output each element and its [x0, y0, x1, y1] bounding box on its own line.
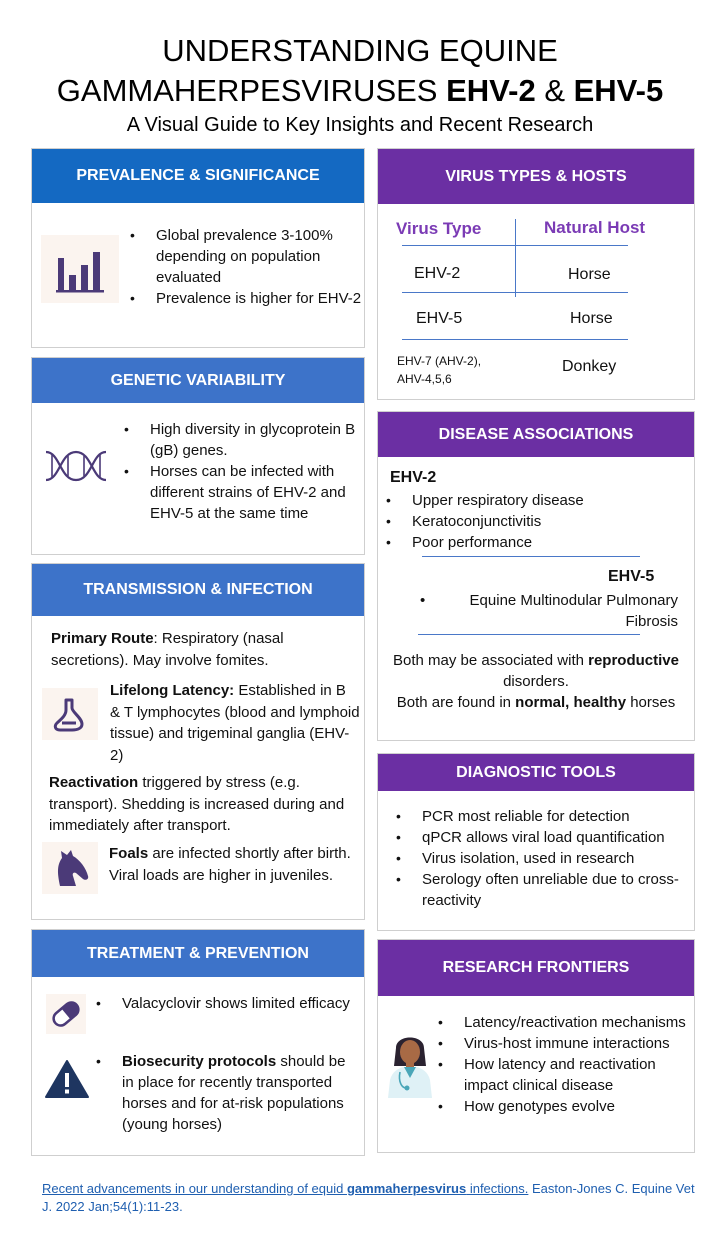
both-text-1c: disorders. [503, 673, 569, 690]
reference-link-bold: gammaherpesvirus [346, 1181, 467, 1196]
pill-icon [46, 994, 86, 1034]
table-divider [402, 339, 628, 340]
section-divider [422, 556, 640, 557]
list-item: • How genotypes evolve [436, 1096, 692, 1117]
list-item: • Global prevalence 3-100% depending on population evaluated [128, 225, 368, 288]
both-text-1a: Both may be associated with [393, 652, 589, 669]
title-ehv2: EHV-2 [446, 73, 536, 108]
primary-route-body: : Respiratory (nasal secretions). May involve fomites. [51, 630, 284, 669]
research-list [436, 1012, 692, 1117]
disease-panel [377, 411, 695, 741]
bullet-dot: • [420, 592, 426, 609]
reference-citation: Easton-Jones C. Equine Vet J. 2022 Jan;54(1):11-23. [42, 1181, 695, 1214]
both-text-2a: Both are found in [396, 694, 516, 711]
foals-body: are infected shortly after birth. Viral loads are higher in juveniles. [109, 845, 351, 884]
ehv5-title: EHV-5 [608, 568, 655, 585]
host-cell: Horse [568, 266, 611, 283]
list-item: • Upper respiratory disease [384, 490, 684, 511]
reference-link-text: Recent advancements in our understanding of equid [42, 1181, 347, 1196]
lung-icon [42, 688, 98, 740]
genetic-list [122, 419, 362, 524]
both-text-2b: normal, healthy [515, 694, 627, 711]
research-panel [377, 939, 695, 1153]
prevalence-header: PREVALENCE & SIGNIFICANCE [32, 149, 364, 203]
list-item: • Latency/reactivation mechanisms [436, 1012, 692, 1033]
list-item: • How latency and reactivation impact clinical disease [436, 1054, 692, 1096]
list-item: • qPCR allows viral load quantification [394, 827, 690, 848]
genetic-panel [31, 357, 365, 555]
virus-type-cell: EHV-2 [414, 265, 461, 282]
diagnostic-panel [377, 753, 695, 931]
latency-body: Established in B & T lymphocytes (blood and lymphoid tissue) and trigeminal ganglia (EHV-2) [110, 682, 360, 764]
transmission-panel [31, 563, 365, 920]
dna-icon [44, 448, 108, 489]
primary-route-label: Primary Route [51, 630, 154, 647]
foals-text [109, 843, 354, 886]
table-divider [402, 292, 628, 293]
bar-chart-icon [41, 235, 119, 303]
title-amp: & [535, 73, 574, 108]
page-subtitle: A Visual Guide to Key Insights and Recent Research [126, 114, 594, 136]
list-item: • Poor performance [384, 532, 684, 553]
list-item: • Prevalence is higher for EHV-2 [128, 288, 368, 309]
virus-types-header: VIRUS TYPES & HOSTS [378, 149, 694, 204]
latency-label: Lifelong Latency: [110, 682, 235, 699]
reference [42, 1180, 702, 1216]
latency-text [110, 680, 360, 766]
warning-icon [44, 1058, 90, 1105]
horse-head-icon [42, 842, 98, 894]
list-item: • PCR most reliable for detection [394, 806, 690, 827]
disease-header: DISEASE ASSOCIATIONS [378, 412, 694, 457]
host-cell: Donkey [562, 358, 617, 375]
both-text [388, 650, 684, 713]
virus-type-cell: EHV-5 [416, 310, 463, 327]
foals-label: Foals [109, 845, 149, 862]
page-title-line-1: UNDERSTANDING EQUINE [162, 33, 558, 68]
genetic-header: GENETIC VARIABILITY [32, 358, 364, 403]
research-header: RESEARCH FRONTIERS [378, 940, 694, 996]
both-text-1b: reproductive [588, 652, 679, 669]
table-divider [402, 245, 628, 246]
host-cell: Horse [570, 310, 613, 327]
reactivation-label: Reactivation [49, 774, 139, 791]
treatment-list-2 [94, 1051, 358, 1135]
list-item: • Valacyclovir shows limited efficacy [94, 993, 354, 1014]
diagnostic-header: DIAGNOSTIC TOOLS [378, 754, 694, 791]
virus-types-panel [377, 148, 695, 400]
prevalence-list [128, 225, 368, 309]
both-text-2c: horses [626, 694, 676, 711]
list-item: • Horses can be infected with different strains of EHV-2 and EHV-5 at the same time [122, 461, 362, 524]
virus-type-cell: EHV-7 (AHV-2), AHV-4,5,6 [397, 354, 482, 386]
list-item: • Serology often unreliable due to cross-reactivity [394, 869, 690, 911]
primary-route-text [51, 628, 351, 671]
list-item [94, 1051, 358, 1135]
treatment-panel [31, 929, 365, 1156]
treatment-header: TREATMENT & PREVENTION [32, 930, 364, 977]
biosecurity-label: Biosecurity protocols [122, 1053, 277, 1070]
list-item: • Virus isolation, used in research [394, 848, 690, 869]
col-header-virus-type: Virus Type [396, 219, 482, 238]
reactivation-text [49, 772, 359, 837]
ehv5-list-item [414, 590, 678, 632]
reference-link[interactable] [42, 1181, 528, 1196]
table-divider-vertical [515, 219, 516, 297]
prevalence-panel [31, 148, 365, 348]
ehv5-bullet-text: Equine Multinodular Pulmonary Fibrosis [469, 592, 678, 630]
title-ehv5: EHV-5 [573, 73, 664, 108]
transmission-header: TRANSMISSION & INFECTION [32, 564, 364, 616]
section-divider [418, 634, 640, 635]
page-title-line-2 [0, 72, 720, 110]
doctor-icon [384, 1026, 436, 1098]
ehv2-title: EHV-2 [390, 469, 437, 486]
reactivation-body: triggered by stress (e.g. transport). Shedding is increased during and immediately after transport. [49, 774, 345, 834]
title-text: GAMMAHERPESVIRUSES [56, 73, 447, 108]
biosecurity-body: should be in place for recently transported horses and for at-risk populations (young horses) [122, 1053, 346, 1133]
reference-link-end: infections. [466, 1181, 529, 1196]
list-item: • Virus-host immune interactions [436, 1033, 692, 1054]
col-header-natural-host: Natural Host [544, 218, 646, 237]
ehv2-list [384, 490, 684, 553]
list-item: • High diversity in glycoprotein B (gB) genes. [122, 419, 362, 461]
treatment-list-1 [94, 993, 354, 1014]
list-item: • Keratoconjunctivitis [384, 511, 684, 532]
diagnostic-list [394, 806, 690, 911]
